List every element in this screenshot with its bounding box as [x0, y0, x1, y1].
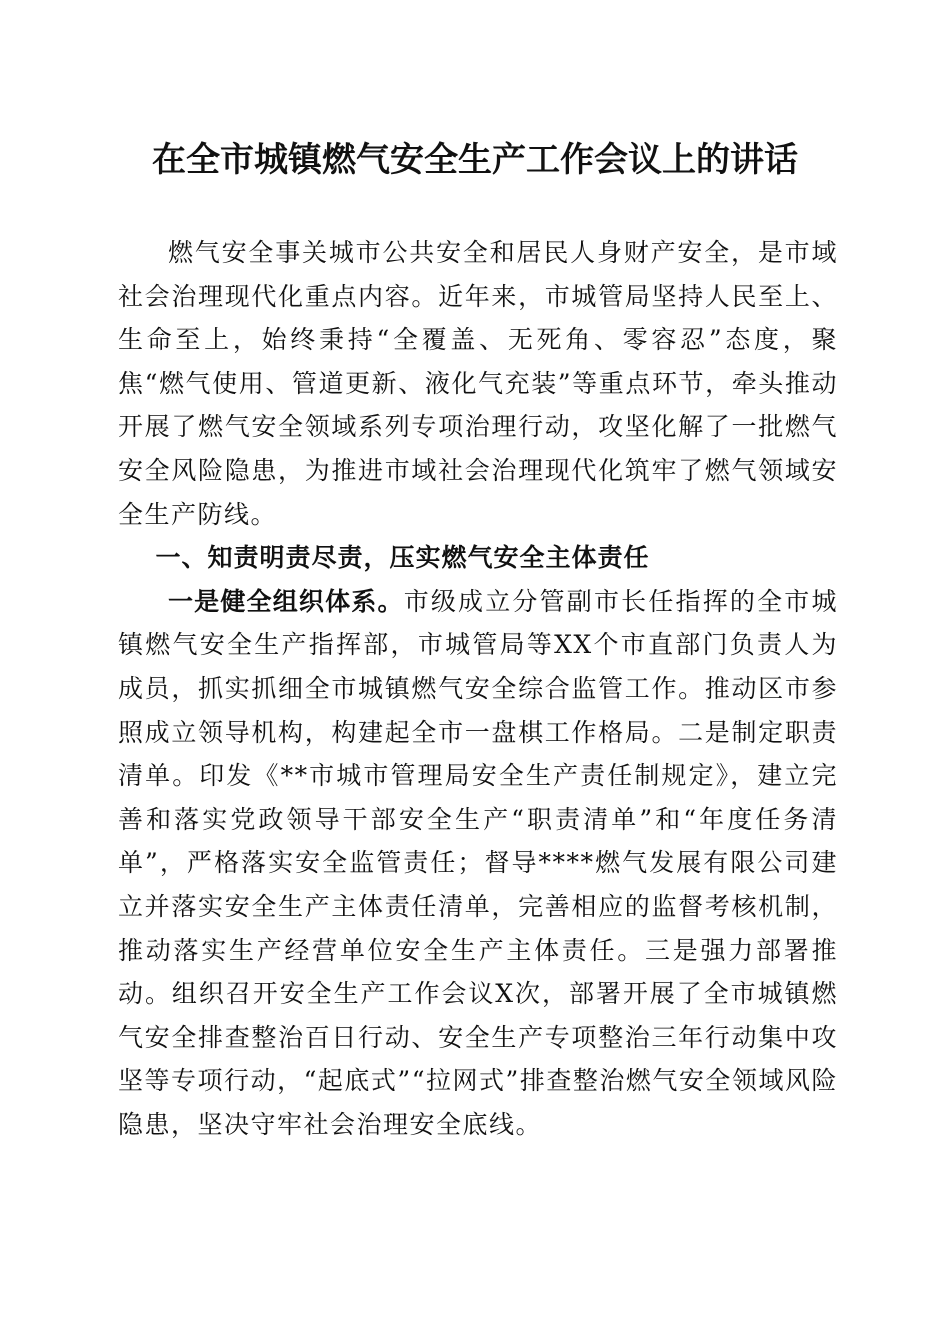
document-body [118, 231, 838, 1146]
section-one-heading: 一、知责明责尽责，压实燃气安全主体责任 [155, 543, 650, 573]
document-title: 在全市城镇燃气安全生产工作会议上的讲话 [152, 140, 798, 180]
section-one-body: 市级成立分管副市长任指挥的全市城镇燃气安全生产指挥部，市城管局等XX个市直部门负责人为成员，抓实抓细全市城镇燃气安全综合监管工作。推动区市参照成立领导机构，构建起全市一盘棋工作格局。二是制定职责清单。印发《**市城市管理局安全生产责任制规定》，建立完善和落实党政领导干部安全生产“职责清单”和“年度任务清单”，严格落实安全监管责任；督导****燃气发展有限公司建立并落实安全生产主体责任清单，完善相应的监督考核机制，推动落实生产经营单位安全生产主体责任。三是强力部署推动。组织召开安全生产工作会议X次，部署开展了全市城镇燃气安全排查整治百日行动、安全生产专项整治三年行动集中攻坚等专项行动，“起底式”“拉网式”排查整治燃气安全领域风险隐患，坚决守牢社会治理安全底线。 [118, 586, 838, 1139]
section-one-lead: 一是健全组织体系。 [168, 586, 404, 616]
intro-paragraph: 燃气安全事关城市公共安全和居民人身财产安全，是市域社会治理现代化重点内容。近年来，市城管局坚持人民至上、生命至上，始终秉持“全覆盖、无死角、零容忍”态度，聚焦“燃气使用、管道更新、液化气充装”等重点环节，牵头推动开展了燃气安全领域系列专项治理行动，攻坚化解了一批燃气安全风险隐患，为推进市域社会治理现代化筑牢了燃气领域安全生产防线。 [118, 238, 838, 529]
section-one-paragraph [118, 580, 838, 1147]
